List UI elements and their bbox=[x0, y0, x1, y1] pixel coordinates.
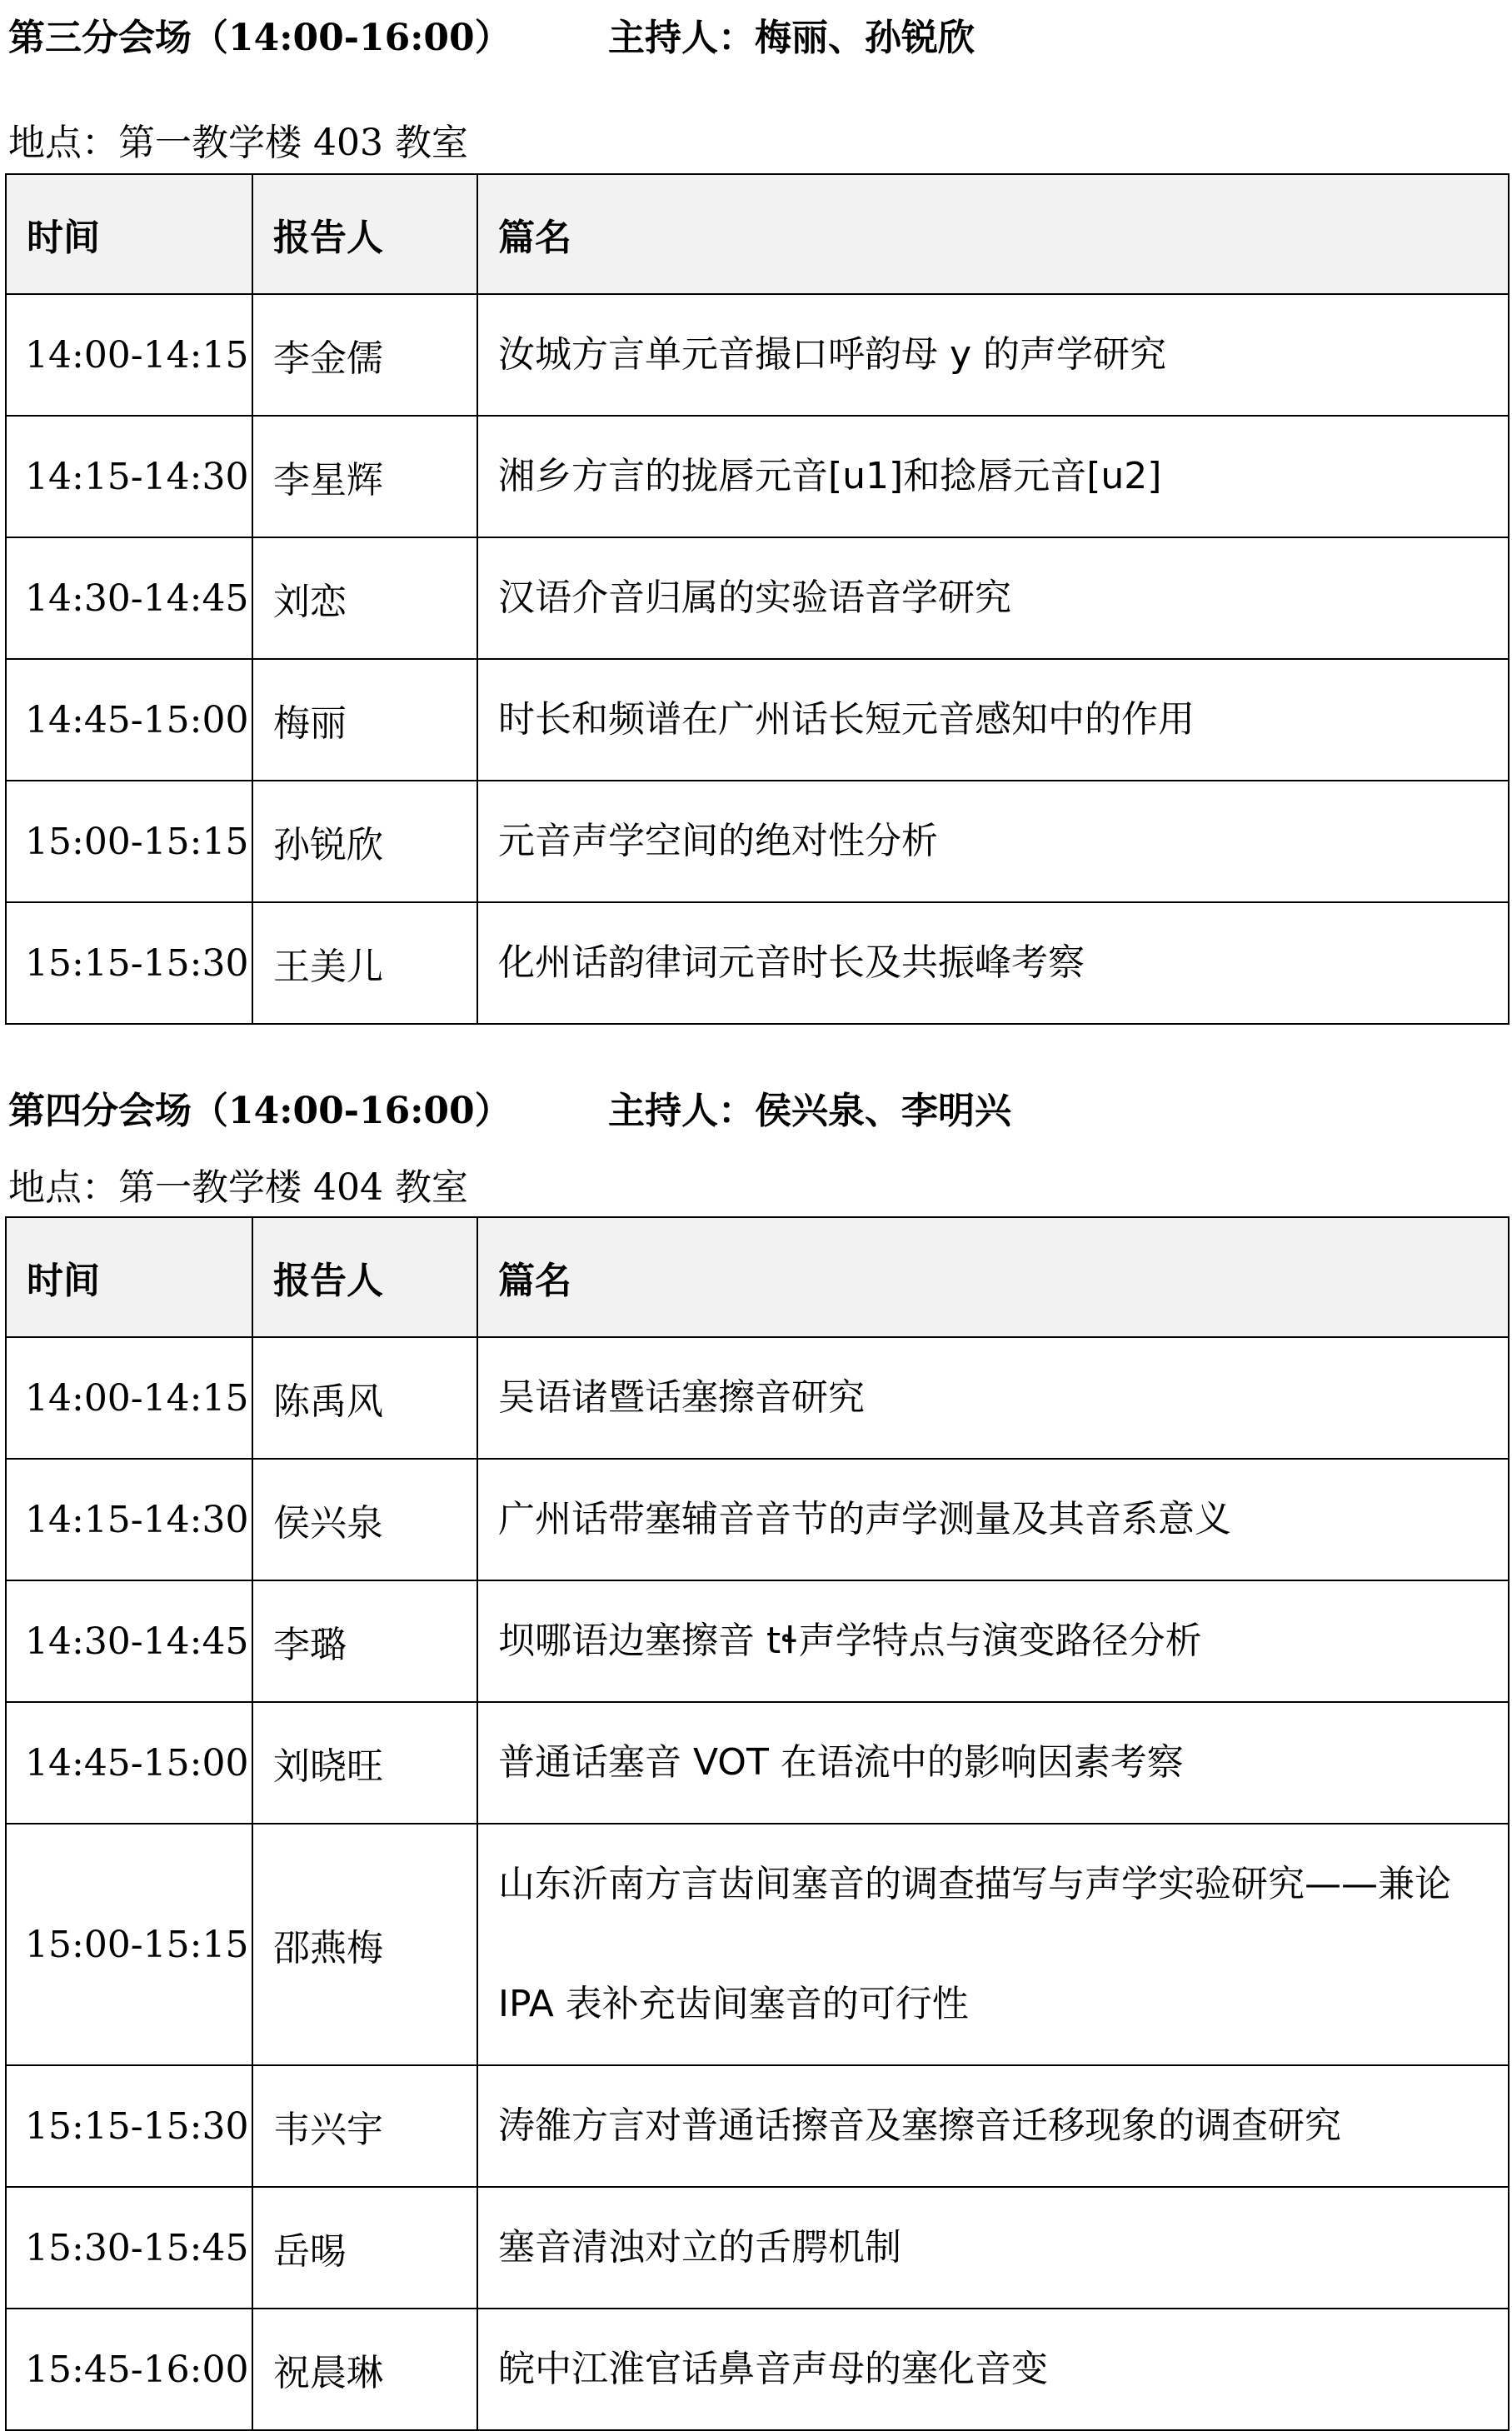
row-speaker: 王美儿 bbox=[252, 902, 477, 1024]
table-row bbox=[6, 2065, 1509, 2187]
header-time: 时间 bbox=[6, 174, 252, 294]
row-title: 汉语介音归属的实验语音学研究 bbox=[477, 537, 1509, 659]
table-row bbox=[6, 1824, 1509, 2065]
session-4-header bbox=[8, 1086, 1508, 1136]
table-row bbox=[6, 2309, 1509, 2430]
session-3-table bbox=[5, 173, 1510, 1025]
row-speaker: 刘晓旺 bbox=[252, 1702, 477, 1824]
row-title: 皖中江淮官话鼻音声母的塞化音变 bbox=[477, 2309, 1509, 2430]
row-time: 15:45-16:00 bbox=[6, 2309, 252, 2430]
session-3-host: 主持人：梅丽、孙锐欣 bbox=[608, 17, 975, 59]
row-time: 14:15-14:30 bbox=[6, 1459, 252, 1580]
table-row bbox=[6, 2187, 1509, 2309]
table-row bbox=[6, 537, 1509, 659]
table-row bbox=[6, 416, 1509, 537]
row-title: 汝城方言单元音撮口呼韵母 y 的声学研究 bbox=[477, 294, 1509, 416]
header-speaker: 报告人 bbox=[252, 1217, 477, 1337]
table-row bbox=[6, 781, 1509, 902]
header-time: 时间 bbox=[6, 1217, 252, 1337]
row-time: 14:30-14:45 bbox=[6, 537, 252, 659]
row-time: 15:15-15:30 bbox=[6, 2065, 252, 2187]
row-title: 山东沂南方言齿间塞音的调查描写与声学实验研究——兼论 IPA 表补充齿间塞音的可行性 bbox=[477, 1824, 1509, 2065]
header-speaker: 报告人 bbox=[252, 174, 477, 294]
header-title: 篇名 bbox=[477, 1217, 1509, 1337]
table-header-row bbox=[6, 1217, 1509, 1337]
table-row bbox=[6, 1580, 1509, 1702]
row-title: 塞音清浊对立的舌腭机制 bbox=[477, 2187, 1509, 2309]
row-title: 吴语诸暨话塞擦音研究 bbox=[477, 1337, 1509, 1459]
table-row bbox=[6, 1337, 1509, 1459]
row-title: 坝哪语边塞擦音 tɬ声学特点与演变路径分析 bbox=[477, 1580, 1509, 1702]
row-speaker: 邵燕梅 bbox=[252, 1824, 477, 2065]
row-speaker: 李璐 bbox=[252, 1580, 477, 1702]
row-time: 15:00-15:15 bbox=[6, 781, 252, 902]
row-time: 14:00-14:15 bbox=[6, 1337, 252, 1459]
row-time: 15:00-15:15 bbox=[6, 1824, 252, 2065]
row-title: 湘乡方言的拢唇元音[u1]和捻唇元音[u2] bbox=[477, 416, 1509, 537]
row-speaker: 岳晹 bbox=[252, 2187, 477, 2309]
row-title: 时长和频谱在广州话长短元音感知中的作用 bbox=[477, 659, 1509, 781]
table-header-row bbox=[6, 174, 1509, 294]
header-title: 篇名 bbox=[477, 174, 1509, 294]
row-speaker: 孙锐欣 bbox=[252, 781, 477, 902]
row-title: 涛雒方言对普通话擦音及塞擦音迁移现象的调查研究 bbox=[477, 2065, 1509, 2187]
row-time: 14:15-14:30 bbox=[6, 416, 252, 537]
row-speaker: 韦兴宇 bbox=[252, 2065, 477, 2187]
row-speaker: 李金儒 bbox=[252, 294, 477, 416]
row-time: 15:15-15:30 bbox=[6, 902, 252, 1024]
table-row bbox=[6, 1459, 1509, 1580]
table-row bbox=[6, 902, 1509, 1024]
table-row bbox=[6, 659, 1509, 781]
table-row bbox=[6, 1702, 1509, 1824]
row-time: 14:00-14:15 bbox=[6, 294, 252, 416]
row-title: 元音声学空间的绝对性分析 bbox=[477, 781, 1509, 902]
row-speaker: 刘恋 bbox=[252, 537, 477, 659]
session-4-location: 地点：第一教学楼 404 教室 bbox=[8, 1166, 468, 1209]
row-speaker: 祝晨琳 bbox=[252, 2309, 477, 2430]
table-row bbox=[6, 294, 1509, 416]
row-speaker: 梅丽 bbox=[252, 659, 477, 781]
row-title: 广州话带塞辅音音节的声学测量及其音系意义 bbox=[477, 1459, 1509, 1580]
session-3-location: 地点：第一教学楼 403 教室 bbox=[8, 122, 468, 164]
session-4-table bbox=[5, 1216, 1510, 2431]
row-speaker: 李星辉 bbox=[252, 416, 477, 537]
row-time: 15:30-15:45 bbox=[6, 2187, 252, 2309]
row-title: 化州话韵律词元音时长及共振峰考察 bbox=[477, 902, 1509, 1024]
session-3-header bbox=[8, 13, 1508, 63]
row-time: 14:45-15:00 bbox=[6, 659, 252, 781]
row-time: 14:30-14:45 bbox=[6, 1580, 252, 1702]
row-speaker: 陈禹风 bbox=[252, 1337, 477, 1459]
row-speaker: 侯兴泉 bbox=[252, 1459, 477, 1580]
session-3-title: 第三分会场（14:00-16:00） bbox=[8, 17, 511, 59]
row-title: 普通话塞音 VOT 在语流中的影响因素考察 bbox=[477, 1702, 1509, 1824]
row-time: 14:45-15:00 bbox=[6, 1702, 252, 1824]
session-4-title: 第四分会场（14:00-16:00） bbox=[8, 1090, 511, 1132]
session-4-host: 主持人：侯兴泉、李明兴 bbox=[608, 1090, 1011, 1132]
